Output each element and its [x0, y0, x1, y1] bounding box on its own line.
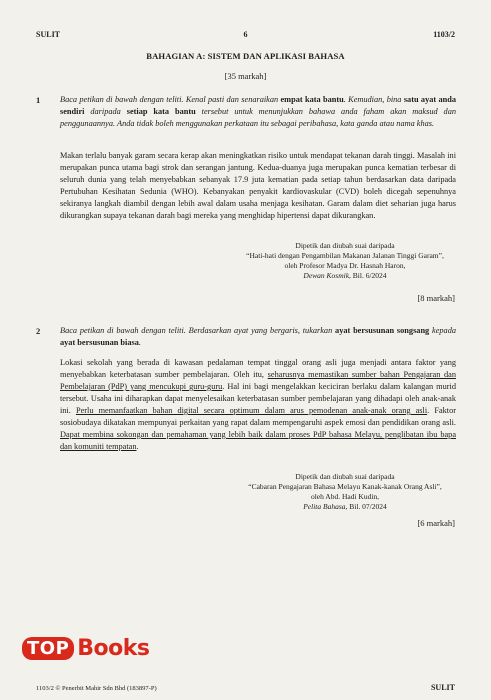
question-2-instruction: Baca petikan di bawah dengan teliti. Berdasarkan ayat yang bergaris, tukarkan ayat bersusunan songsang kepada ayat bersusunan biasa. — [60, 326, 456, 347]
question-2-number: 2 — [36, 326, 41, 336]
question-1-marks: [8 markah] — [417, 293, 455, 303]
footer-confidential: SULIT — [430, 683, 455, 692]
underlined-sentence-1: seharusnya memastikan sumber bahan Pengajaran dan Pembelajaran (PdP) yang mencukupi guru-guru — [60, 370, 456, 391]
section-title: BAHAGIAN A: SISTEM DAN APLIKASI BAHASA — [146, 51, 345, 61]
page-number: 6 — [243, 30, 248, 39]
topbooks-logo: TOP Books — [22, 636, 150, 661]
question-1-source: Dipetik dan diubah suai daripada “Hati-hati dengan Pengambilan Makanan Jalanan Tinggi Garam”, oleh Profesor Madya Dr. Hasnah Haron, Dewan Kosmik, Bil. 6/2024 — [246, 241, 444, 280]
footer-copyright: 1103/2 © Penerbit Mahir Sdn Bhd (183897-P) — [36, 685, 157, 692]
question-2-marks: [6 markah] — [417, 518, 455, 528]
question-1-instruction: Baca petikan di bawah dengan teliti. Kenal pasti dan senaraikan empat kata bantu. Kemudian, bina satu ayat anda sendiri daripada setiap kata bantu tersebut untuk menunjukkan bahawa anda faham akan maksud dan penggunaannya. Anda tidak boleh menggunakan perkataan itu sebagai peribahasa, kata ganda atau nama khas. — [60, 95, 456, 128]
underlined-sentence-2: Perlu memanfaatkan bahan digital secara optimum dalam arus pemodenan anak-anak orang asli — [75, 406, 428, 415]
question-2-source: Dipetik dan diubah suai daripada “Cabaran Pengajaran Bahasa Melayu Kanak-kanak Orang Asli”, oleh Abd. Hadi Kudin, Pelita Bahasa, Bil. 07/2024 — [248, 472, 442, 511]
underlined-sentence-3: Dapat membina sokongan dan pemahaman yang lebih baik dalam proses PdP bahasa Melayu, penglibatan ibu bapa dan komuniti tempatan — [60, 430, 456, 451]
question-2-passage: Lokasi sekolah yang berada di kawasan pedalaman tempat tinggal orang asli juga menjadi antara faktor yang menyebabkan keterbatasan sumber pembelajaran. Oleh itu, seharusnya memastikan sumber bahan Pengajaran dan Pembelajaran (PdP) yang mencukupi guru-guru. Hal ini bagi mengelakkan keciciran berlaku dalam kalangan murid tersebut. Usaha ini diharapkan dapat menyelesaikan keterbatasan sumber pembelajaran yang dihadapi oleh anak-anak ini. Perlu memanfaatkan bahan digital secara optimum dalam arus pemodenan anak-anak orang asli. Faktor sosiobudaya dikatakan mempunyai perkaitan yang rapat dalam mempengaruhi aspek emosi dan pendidikan orang asli. Dapat membina sokongan dan pemahaman yang lebih baik dalam proses PdP bahasa Melayu, penglibatan ibu bapa dan komuniti tempatan. — [60, 358, 456, 451]
question-1-passage: Makan terlalu banyak garam secara kerap akan meningkatkan risiko untuk mendapat tekanan darah tinggi. Masalah ini merupakan punca utama bagi strok dan serangan jantung. Kedua-duanya juga merupakan punca kematian terbesar di seluruh dunia yang telah menyebabkan sebanyak 17.9 juta kematian pada setiap tahun berdasarkan data daripada Pertubuhan Kesihatan Sedunia (WHO). Kebanyakan penyakit kardiovaskular (CVD) boleh dicegah sepenuhnya sekiranya langkah diambil dengan lebih awal dalam usaha menjaga kesihatan. Garam dalam diet seharian juga harus dikurangkan supaya tekanan darah bagi mereka yang menghidap hipertensi dapat dikurangkan. — [60, 151, 456, 220]
paper-code: 1103/2 — [433, 30, 455, 39]
header-confidential: SULIT — [36, 30, 61, 39]
question-1-number: 1 — [36, 95, 41, 105]
section-total-marks: [35 markah] — [224, 71, 267, 81]
